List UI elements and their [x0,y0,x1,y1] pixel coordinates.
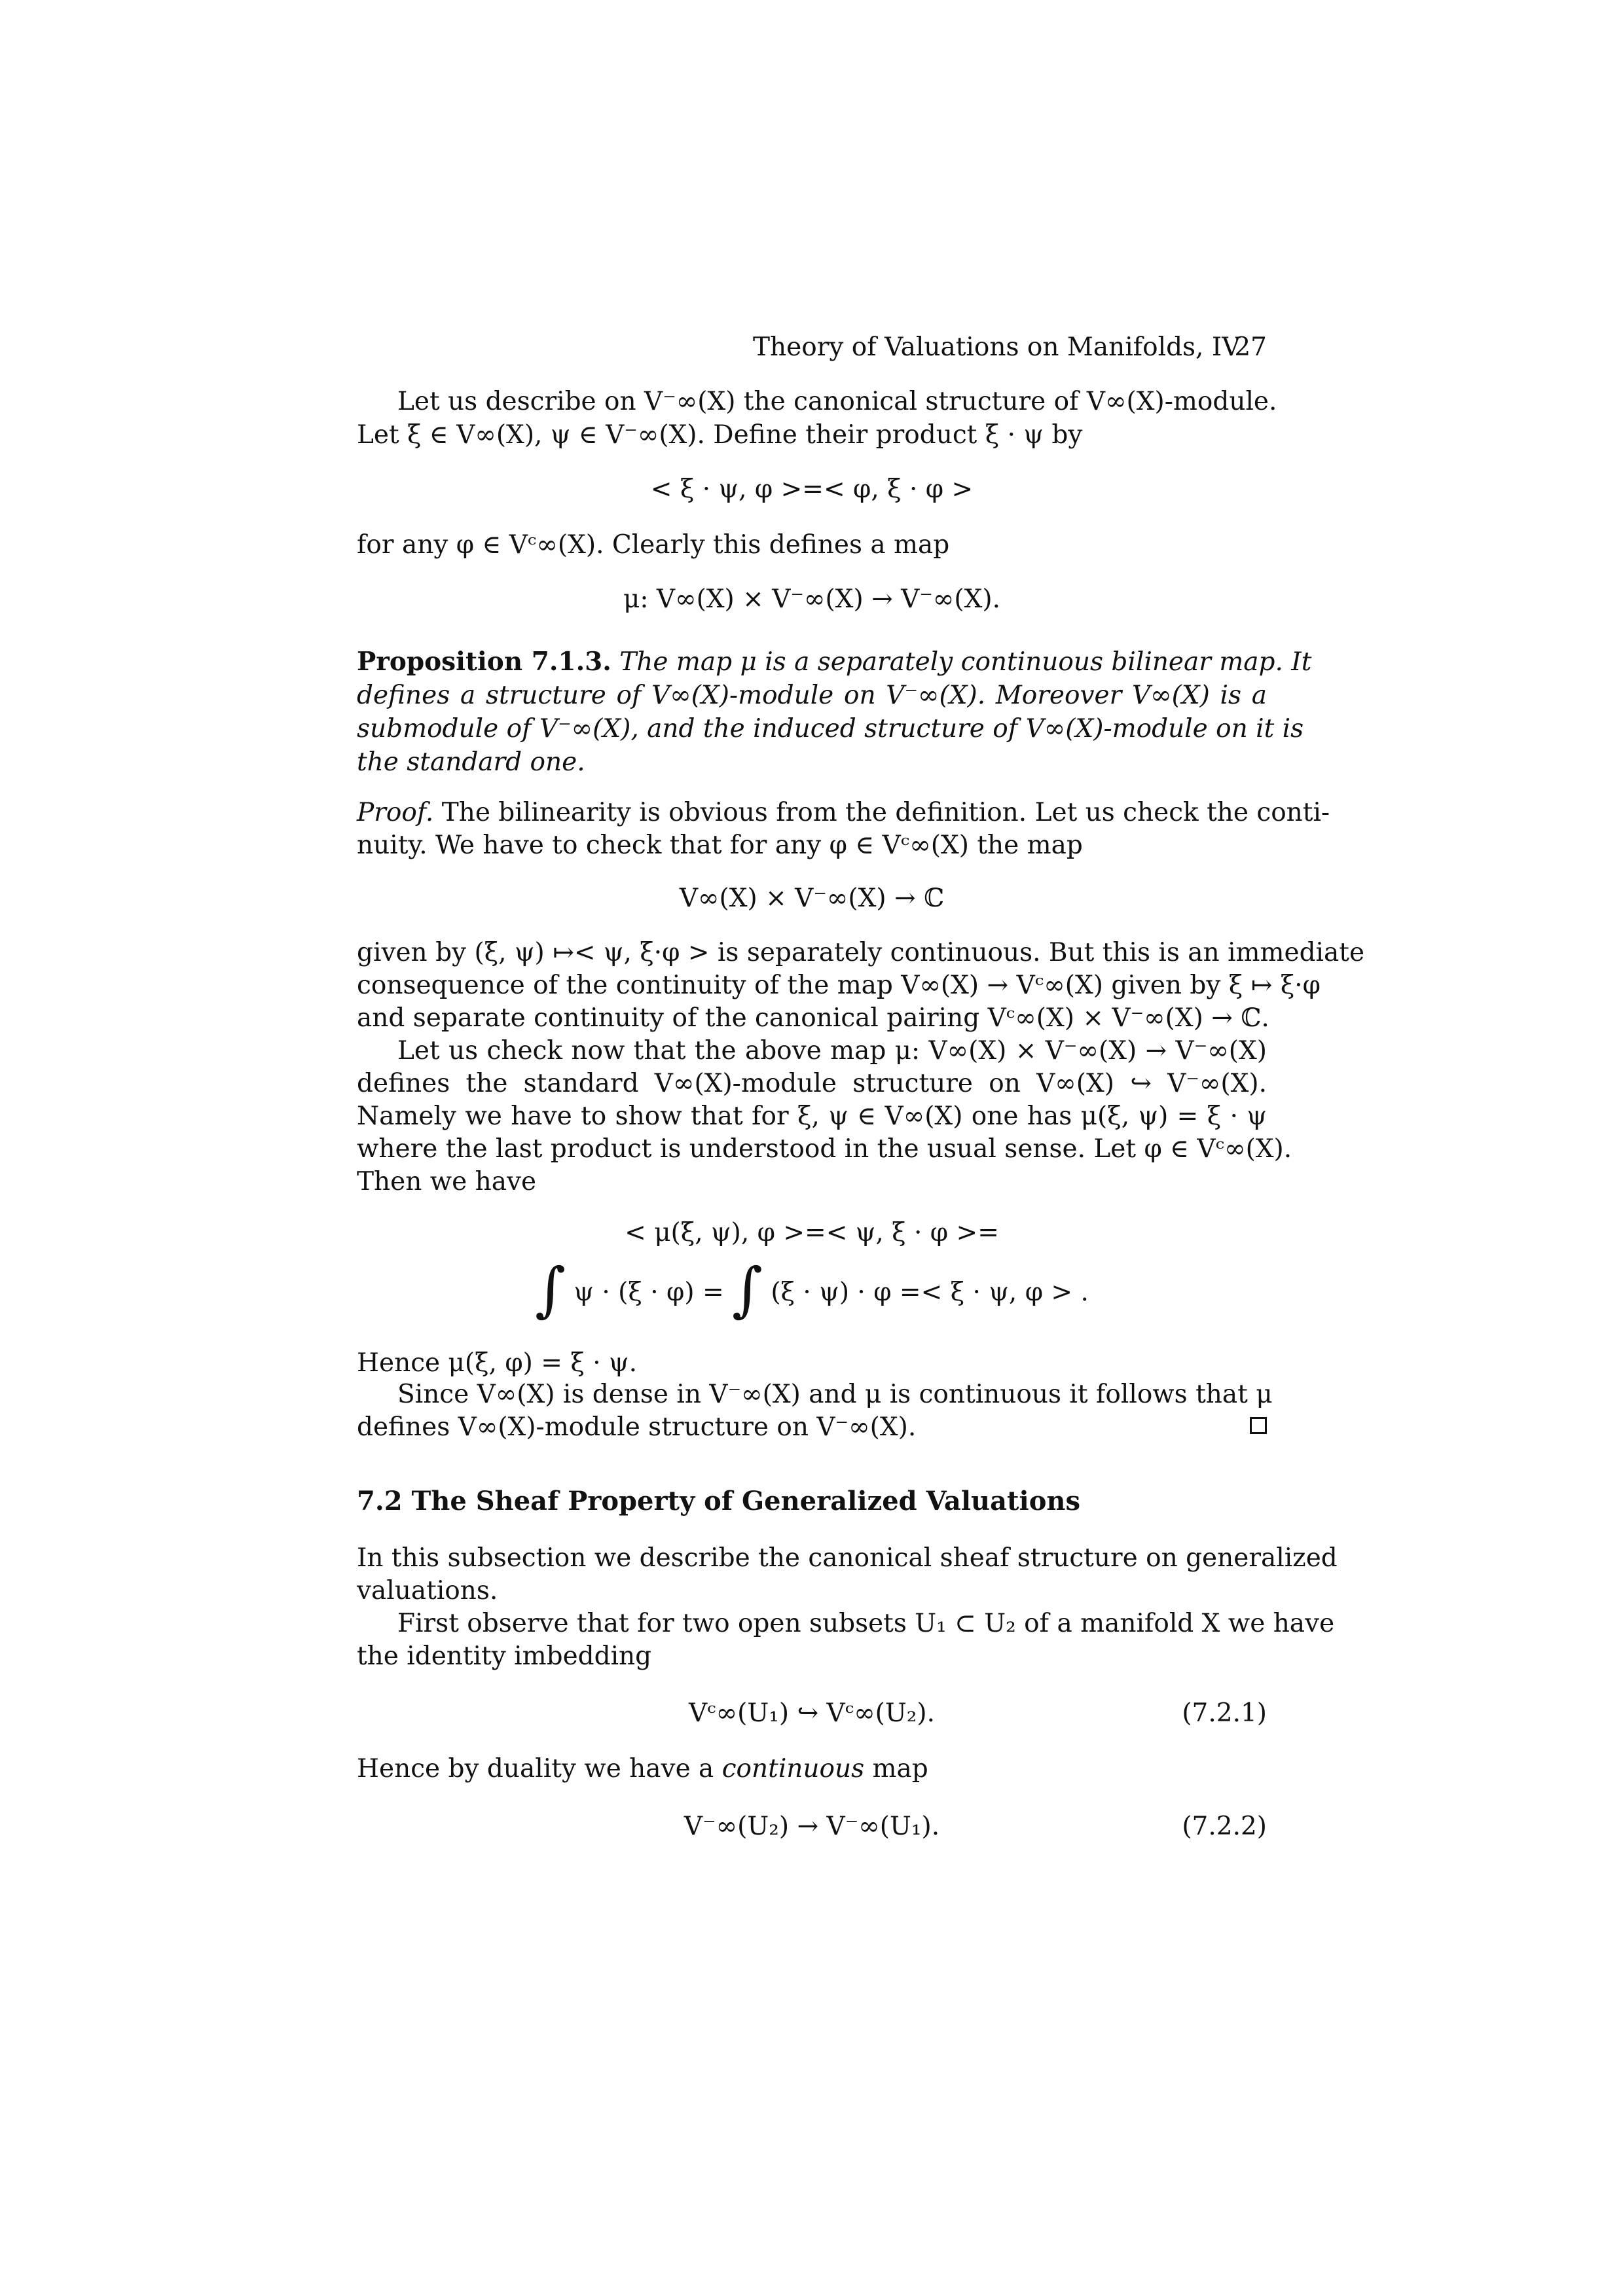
paragraph-line: and separate continuity of the canonical pairing Vᶜ∞(X) × V⁻∞(X) → ℂ. [357,1003,1269,1033]
integral-sign: ∫ [535,1255,566,1324]
paragraph-line: Hence μ(ξ, φ) = ξ · ψ. [357,1348,638,1378]
paragraph-text: defines V∞(X)-module structure on V⁻∞(X). [357,1412,917,1442]
paragraph-line: In this subsection we describe the canonical sheaf structure on generalized [357,1543,1338,1573]
display-equation [357,1696,1267,1731]
proposition-line: submodule of V⁻∞(X), and the induced structure of V∞(X)-module on it is [357,714,1304,744]
paragraph-line: where the last product is understood in the usual sense. Let φ ∈ Vᶜ∞(X). [357,1134,1292,1164]
equation-number: (7.2.1) [1182,1698,1267,1728]
proof-line: nuity. We have to check that for any φ ∈ Vᶜ∞(X) the map [357,831,1083,860]
page-number: 27 [1234,332,1267,362]
display-equation: < ξ · ψ, φ >=< φ, ξ · φ > [650,475,974,504]
equation-body: V⁻∞(U₂) → V⁻∞(U₁). [684,1812,940,1841]
paragraph-line: the identity imbedding [357,1641,652,1671]
equation-body: Vᶜ∞(U₁) ↪ Vᶜ∞(U₂). [688,1698,936,1728]
paragraph-line: Let us check now that the above map μ: V∞(X) × V⁻∞(X) → V⁻∞(X) [397,1036,1267,1066]
display-equation: V∞(X) × V⁻∞(X) → ℂ [679,884,945,913]
proposition-line [357,645,1312,679]
display-equation: < μ(ξ, ψ), φ >=< ψ, ξ · φ >= [625,1218,999,1247]
equation-part: (ξ · ψ) · φ =< ξ · ψ, φ > . [771,1278,1089,1307]
integral-sign: ∫ [732,1255,763,1324]
proposition-line: the standard one. [357,747,585,777]
paragraph-line: for any φ ∈ Vᶜ∞(X). Clearly this defines a map [357,530,950,560]
paragraph-line [357,1410,1267,1444]
equation-part: ψ · (ξ · φ) = [574,1278,724,1307]
paragraph-line: defines the standard V∞(X)-module structure on V∞(X) ↪ V⁻∞(X). [357,1069,1267,1098]
paragraph-line: Then we have [357,1167,537,1196]
proposition-line: defines a structure of V∞(X)-module on V⁻∞(X). Moreover V∞(X) is a [357,681,1267,710]
emphasis-text: continuous [721,1754,865,1784]
section-title: 7.2 The Sheaf Property of Generalized Valuations [357,1486,1080,1516]
proof-line [357,796,1330,830]
paragraph-line: Let us describe on V⁻∞(X) the canonical structure of V∞(X)-module. [397,387,1277,416]
paragraph-line [357,1752,1267,1786]
display-equation: μ: V∞(X) × V⁻∞(X) → V⁻∞(X). [623,584,1000,614]
paragraph-line: Namely we have to show that for ξ, ψ ∈ V∞(X) one has μ(ξ, ψ) = ξ · ψ [357,1102,1267,1131]
qed-square-icon [1250,1417,1267,1434]
paragraph-line: Since V∞(X) is dense in V⁻∞(X) and μ is continuous it follows that μ [397,1380,1273,1409]
display-equation [357,1255,1267,1324]
proof-text: The bilinearity is obvious from the definition. Let us check the conti- [441,798,1330,827]
display-equation [357,1810,1267,1844]
paragraph-line: First observe that for two open subsets U₁ ⊂ U₂ of a manifold X we have [397,1609,1335,1638]
paragraph-line: given by (ξ, ψ) ↦< ψ, ξ·φ > is separately continuous. But this is an immediate [357,938,1365,967]
proposition-label: Proposition 7.1.3. [357,647,611,677]
paragraph-text: Hence by duality we have a [357,1754,722,1784]
equation-number: (7.2.2) [1182,1812,1267,1841]
paragraph-line: Let ξ ∈ V∞(X), ψ ∈ V⁻∞(X). Define their product ξ · ψ by [357,420,1083,450]
running-header [753,331,1267,365]
running-title: Theory of Valuations on Manifolds, IV [753,332,1241,362]
paragraph-text: map [864,1754,928,1784]
paragraph-line: consequence of the continuity of the map V∞(X) → Vᶜ∞(X) given by ξ ↦ ξ·φ [357,971,1321,1000]
proposition-text: The map μ is a separately continuous bilinear map. It [619,647,1312,677]
proof-label: Proof. [357,798,434,827]
paragraph-line: valuations. [357,1576,498,1605]
